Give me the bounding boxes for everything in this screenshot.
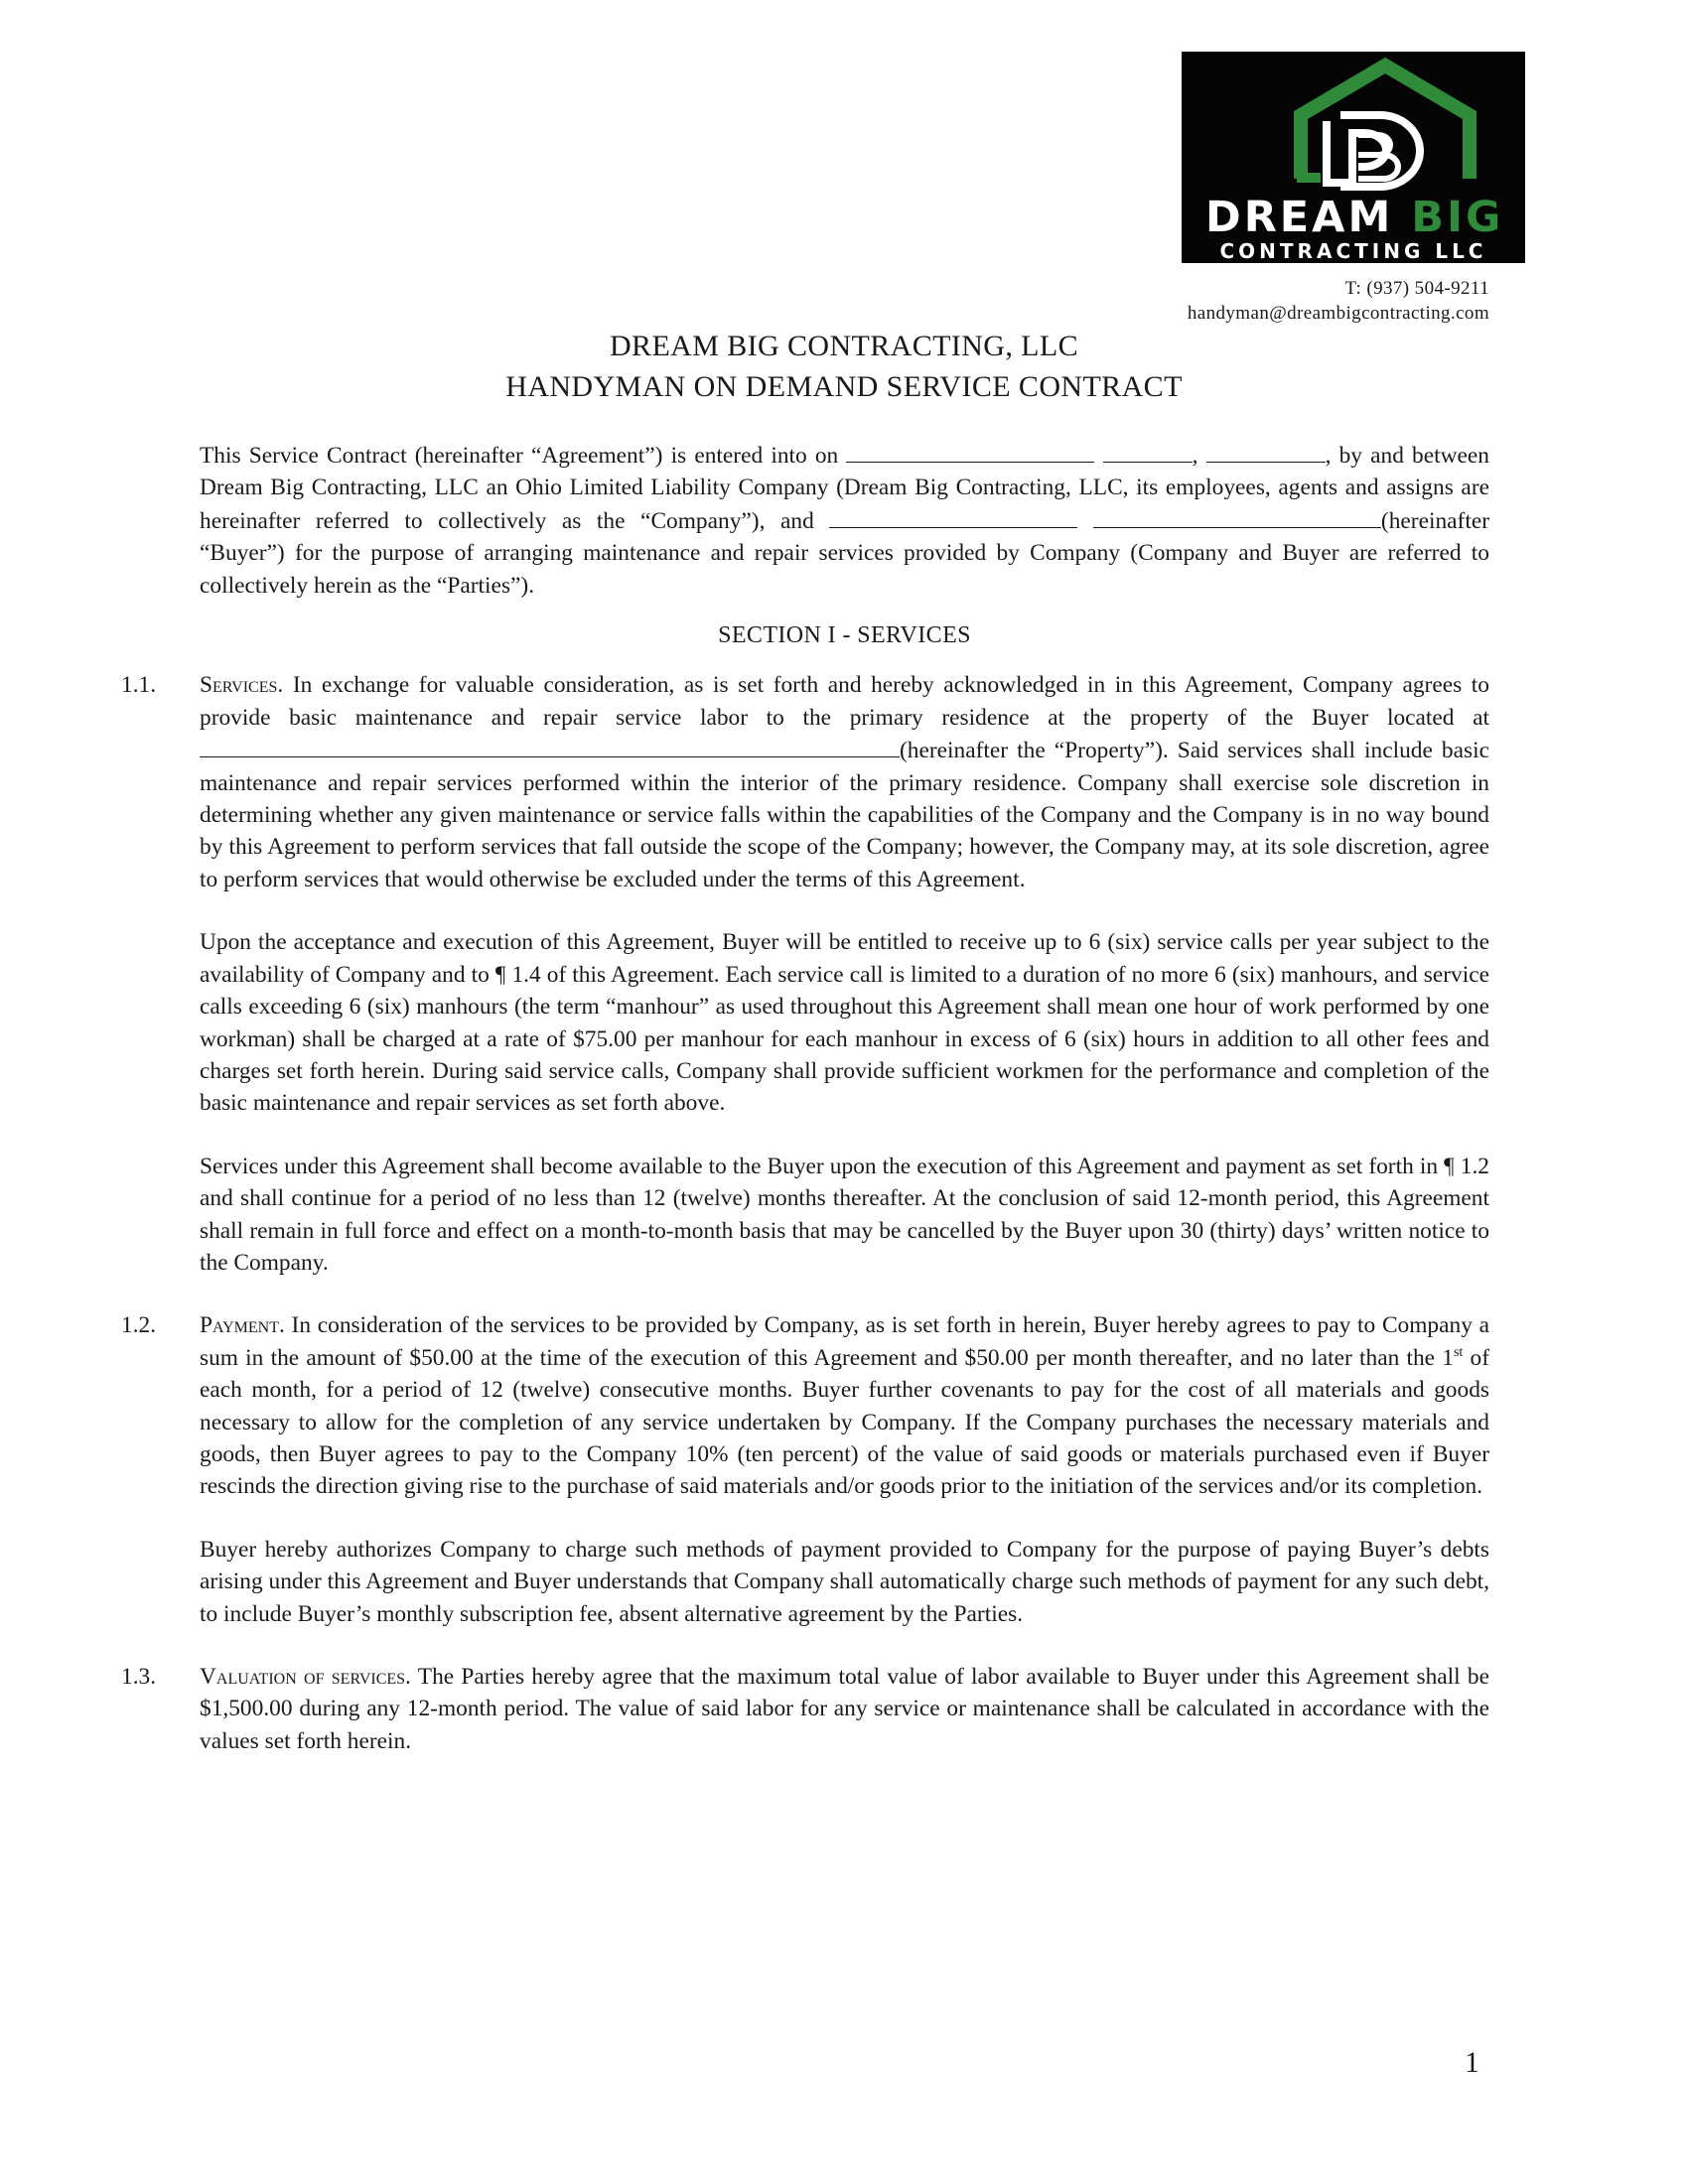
contact-phone: T: (937) 504-9211 bbox=[1344, 278, 1489, 299]
clause-paragraph bbox=[200, 1661, 1489, 1757]
intro-text: , by and between Dream Big Contracting, LLC an Ohio Limited Liability Company (Dream Big Contracting, LLC, its employees, agents and assigns are hereinafter referred to collectively as the “Company”), and bbox=[200, 443, 1489, 534]
clause-paragraph bbox=[200, 1309, 1489, 1502]
clause-1-2 bbox=[121, 1309, 1489, 1630]
day-blank[interactable] bbox=[1103, 439, 1193, 463]
document-title bbox=[0, 326, 1688, 407]
contact-block bbox=[1188, 276, 1489, 326]
clause-text: The Parties hereby agree that the maximum total value of labor available to Buyer under this Agreement shall be $1,500.00 during any 12-month period. The value of said labor for any service or maintenance shall be calculated in accordance with the values set forth herein. bbox=[200, 1664, 1490, 1754]
clause-text: In exchange for valuable consideration, as is set forth and hereby acknowledged in in this Agreement, Company agrees to provide basic maintenance and repair service labor to the primary residence at the property of the Buyer located at bbox=[200, 672, 1489, 731]
date-blank[interactable] bbox=[846, 439, 1094, 463]
logo-tagline: CONTRACTING LLC bbox=[1219, 239, 1487, 263]
intro-paragraph bbox=[200, 439, 1489, 602]
company-logo bbox=[1182, 52, 1525, 263]
clause-text: (hereinafter the “Property”). Said services shall include basic maintenance and repair services performed within the interior of the primary residence. Company shall exercise sole discretion in determining whether any given maintenance or service falls within the capabilities of the Company and the Company is in no way bound by this Agreement to perform services that fall outside the scope of the Company; however, the Company may, at its sole discretion, agree to perform services that would otherwise be excluded under the terms of this Agreement. bbox=[200, 738, 1489, 892]
section-heading: SECTION I - SERVICES bbox=[718, 622, 971, 649]
year-blank[interactable] bbox=[1206, 439, 1326, 463]
clause-number: 1.1. bbox=[121, 672, 157, 699]
contact-email: handyman@dreambigcontracting.com bbox=[1187, 303, 1489, 324]
clause-1-3 bbox=[121, 1661, 1490, 1757]
clause-paragraph: Services under this Agreement shall become available to the Buyer upon the execution of this Agreement and payment as set forth in ¶ 1.2 and shall continue for a period of no less than 12 (twelve) months thereafter. At the conclusion of said 12-month period, this Agreement shall remain in full force and effect on a month-to-month basis that may be cancelled by the Buyer upon 30 (thirty) days’ written notice to the Company. bbox=[200, 1153, 1489, 1276]
logo-word-green: BIG bbox=[1411, 193, 1504, 242]
clause-number: 1.3. bbox=[121, 1664, 157, 1690]
ordinal-suffix: st bbox=[1453, 1344, 1464, 1360]
clause-text: In consideration of the services to be provided by Company, as is set forth in herein, Buyer hereby agrees to pay to Company a sum in the amount of $50.00 at the time of the execution of this Agreement and $50.00 per month thereafter, and no later than the 1 bbox=[200, 1312, 1489, 1371]
clause-1-1 bbox=[121, 669, 1489, 1279]
intro-text: (hereinafter “Buyer”) for the purpose of arranging maintenance and repair services provided by Company (Company and Buyer are referred to collectively herein as the “Parties”). bbox=[200, 507, 1489, 599]
property-address-blank[interactable] bbox=[200, 734, 900, 757]
title-line-2: HANDYMAN ON DEMAND SERVICE CONTRACT bbox=[505, 370, 1183, 403]
contract-body bbox=[121, 439, 1490, 1757]
clause-paragraph: Upon the acceptance and execution of this Agreement, Buyer will be entitled to receive up to 6 (six) service calls per year subject to the availability of Company and to ¶ 1.4 of this Agreement. Each service call is limited to a duration of no more 6 (six) manhours, and service calls exceeding 6 (six) manhours (the term “manhour” as used throughout this Agreement shall mean one hour of work performed by one workman) shall be charged at a rate of $75.00 per manhour for each manhour in excess of 6 (six) hours in addition to all other fees and charges set forth herein. During said service calls, Company shall provide sufficient workmen for the performance and completion of the basic maintenance and repair services as set forth above. bbox=[200, 929, 1489, 1117]
clause-paragraph bbox=[200, 669, 1489, 895]
clause-caption: Valuation of services. bbox=[200, 1664, 411, 1690]
intro-text: This Service Contract (hereinafter “Agreement”) is entered into on bbox=[200, 443, 847, 469]
title-line-1: DREAM BIG CONTRACTING, LLC bbox=[609, 330, 1079, 362]
clause-paragraph: Buyer hereby authorizes Company to charge such methods of payment provided to Company for the purpose of paying Buyer’s debts arising under this Agreement and Buyer understands that Company shall automatically charge such methods of payment for any such debt, to include Buyer’s monthly subscription fee, absent alternative agreement by the Parties. bbox=[200, 1536, 1489, 1627]
clause-caption: Payment. bbox=[200, 1312, 285, 1339]
clause-caption: Services. bbox=[200, 672, 284, 699]
buyer-name-blank-cont[interactable] bbox=[1093, 504, 1381, 528]
logo-wordmark bbox=[1205, 193, 1504, 242]
clause-text: of each month, for a period of 12 (twelve) consecutive months. Buyer further covenants to pay for the cost of all materials and goods necessary to allow for the completion of any service undertaken by Company. If the Company purchases the necessary materials and goods, then Buyer agrees to pay to the Company 10% (ten percent) of the value of said goods or materials purchased even if Buyer rescinds the direction giving rise to the purchase of said materials and/or goods prior to the initiation of the services and/or its completion. bbox=[200, 1344, 1489, 1500]
intro-text: , bbox=[1192, 443, 1206, 469]
page-number: 1 bbox=[1465, 2046, 1479, 2079]
buyer-name-blank[interactable] bbox=[829, 504, 1077, 528]
clause-number: 1.2. bbox=[121, 1312, 157, 1339]
logo-word-white: DREAM bbox=[1205, 193, 1394, 242]
